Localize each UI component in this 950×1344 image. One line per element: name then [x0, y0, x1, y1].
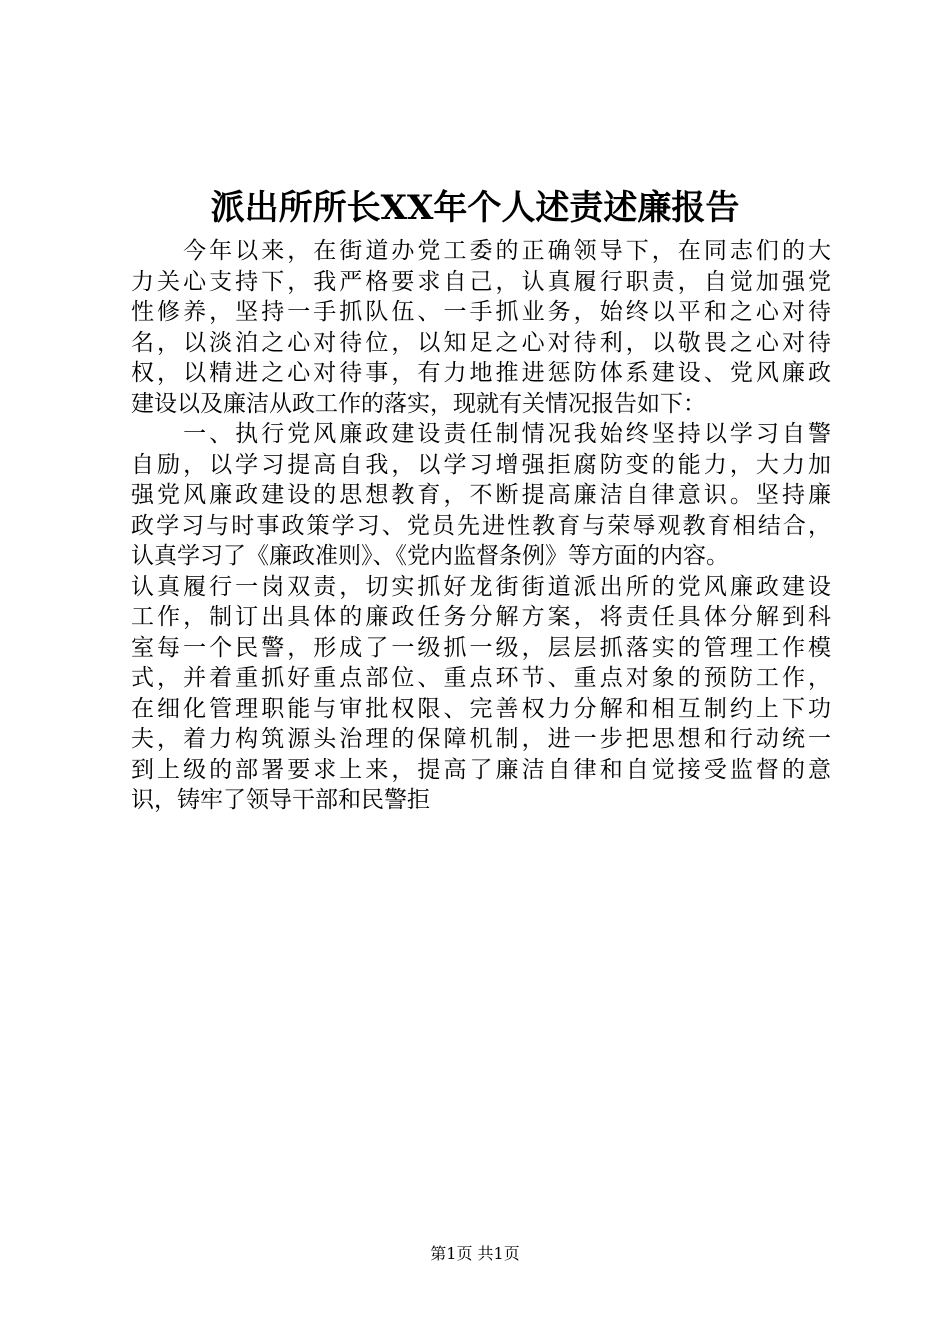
- body-line: 强党风廉政建设的思想教育，不断提高廉洁自律意识。坚持廉: [131, 482, 831, 508]
- body-line: 今年以来，在街道办党工委的正确领导下，在同志们的大: [131, 238, 831, 264]
- body-line: 性修养，坚持一手抓队伍、一手抓业务，始终以平和之心对待: [131, 299, 831, 325]
- body-line: 到上级的部署要求上来，提高了廉洁自律和自觉接受监督的意: [131, 756, 831, 783]
- body-line: 式，并着重抓好重点部位、重点环节、重点对象的预防工作，: [131, 665, 831, 691]
- body-line: 室每一个民警，形成了一级抓一级，层层抓落实的管理工作模: [131, 634, 831, 661]
- body-line: 权，以精进之心对待事，有力地推进惩防体系建设、党风廉政: [131, 360, 831, 386]
- body-line: 识，铸牢了领导干部和民警拒: [131, 787, 430, 813]
- body-line: 一、执行党风廉政建设责任制情况我始终坚持以学习自警: [131, 421, 831, 447]
- body-line: 认真履行一岗双责，切实抓好龙街街道派出所的党风廉政建设: [131, 573, 831, 600]
- body-line: 工作，制订出具体的廉政任务分解方案，将责任具体分解到科: [131, 604, 831, 630]
- body-line: 认真学习了《廉政准则》、《党内监督条例》等方面的内容。: [131, 543, 729, 569]
- document-body: [131, 236, 831, 816]
- body-line: 建设以及廉洁从政工作的落实，现就有关情况报告如下：: [131, 390, 706, 417]
- body-line: 自励，以学习提高自我，以学习增强拒腐防变的能力，大力加: [131, 451, 831, 478]
- body-line: 政学习与时事政策学习、党员先进性教育与荣辱观教育相结合，: [131, 512, 831, 539]
- body-line: 在细化管理职能与审批权限、完善权力分解和相互制约上下功: [131, 695, 831, 722]
- page-number-footer: 第1页 共1页: [430, 1244, 520, 1263]
- body-line: 夫，着力构筑源头治理的保障机制，进一步把思想和行动统一: [131, 726, 831, 752]
- body-line: 名，以淡泊之心对待位，以知足之心对待利，以敬畏之心对待: [131, 329, 831, 356]
- document-title: 派出所所长XX年个人述责述廉报告: [210, 188, 740, 228]
- body-line: 力关心支持下，我严格要求自己，认真履行职责，自觉加强党: [131, 268, 831, 295]
